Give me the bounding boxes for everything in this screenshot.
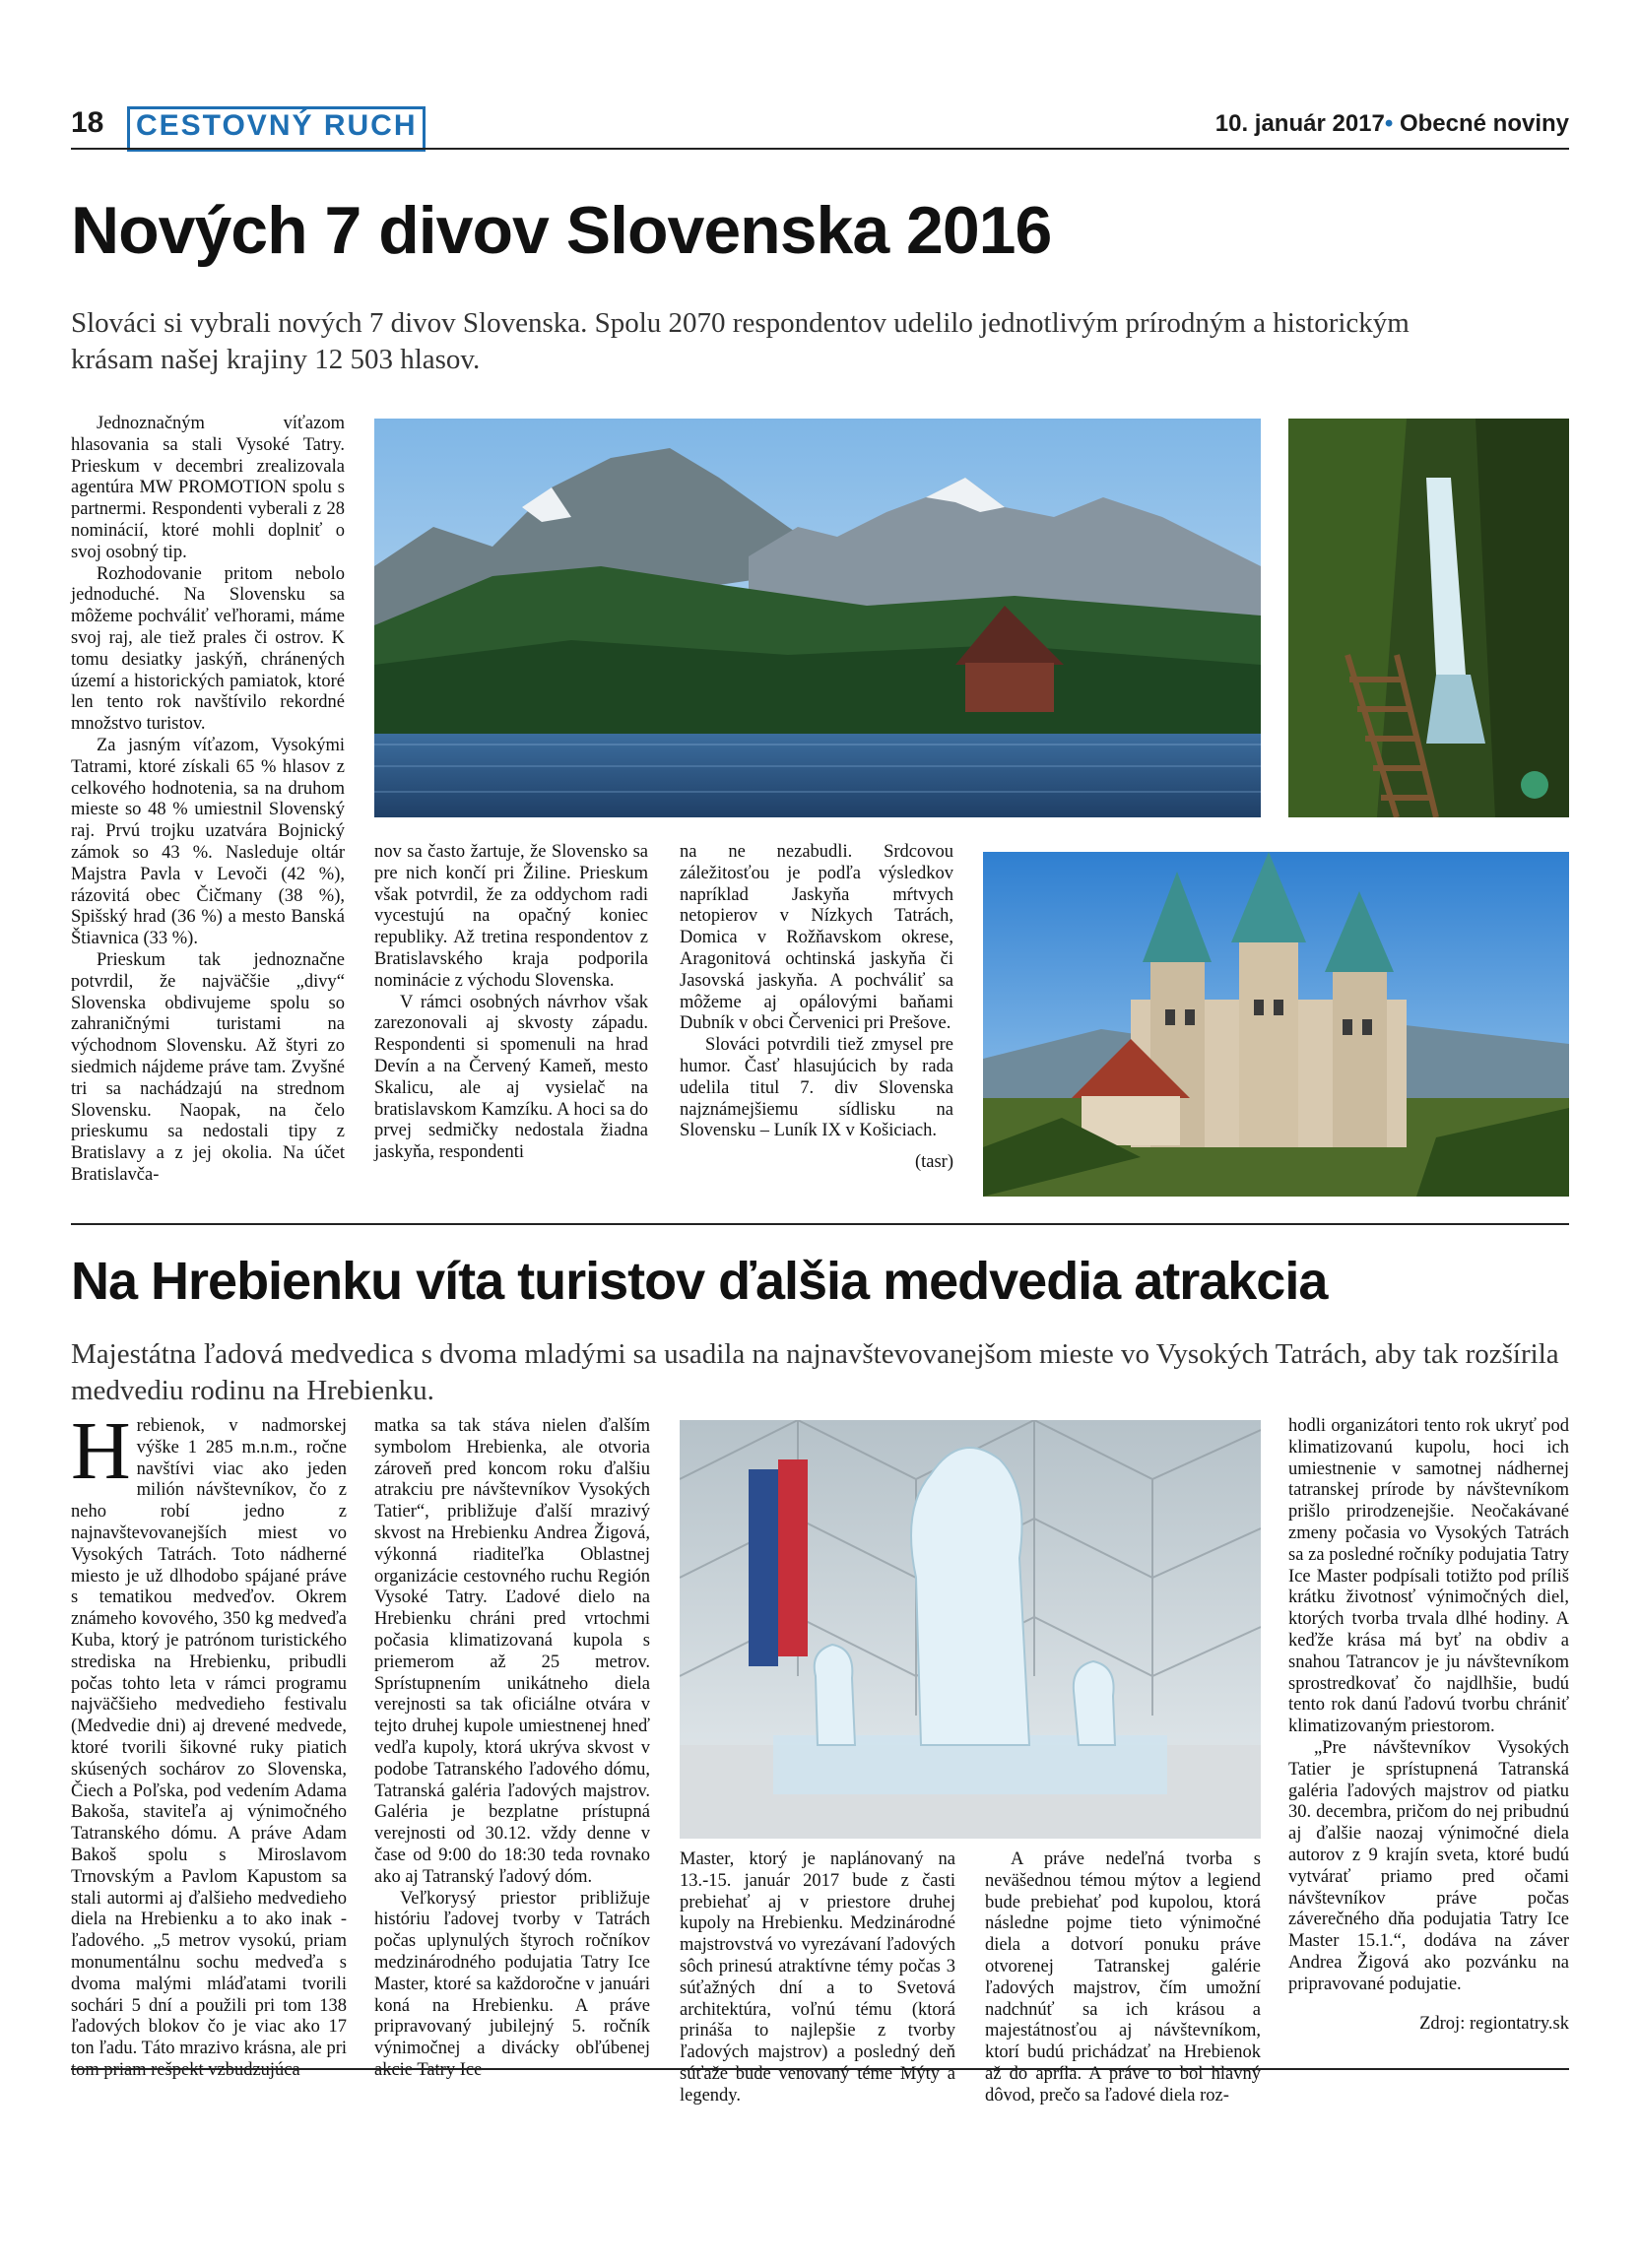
paragraph: matka sa tak stáva nielen ďalším symbolom Hrebienka, ale otvoria zároveň pred koncom roku ďalšiu atrakciu pre návštevníkov Vysokých Tatier“, približuje ďalší mrazivý skvost na Hrebienku Andrea Žigová, výkonná riaditeľka Oblastnej organizácie cestovného ruchu Región Vysoké Tatry. Ľadové dielo na Hrebienku chráni pred vrtochmi počasia klimatizovaná kupola s priemerom až 25 metrov. Sprístupnením unikátneho diela verejnosti sa tak oficiálne otvára v tejto druhej kupole umiestnenej hneď vedľa kupoly, ktorá ukrýva skvost v podobe Tatranského ľadového dómu, Tatranská galéria ľadových majstrov. Galéria je bezplatne prístupná verejnosti od 30.12. vždy denne v čase od 9:00 do 18:30 teda rovnako ako aj Tatranský ľadový dóm. (374, 1416, 650, 1887)
paragraph: Master, ktorý je naplánovaný na 13.-15. január 2017 bude z časti prebiehať aj v priestore druhej kupoly na Hrebienku. Medzinárodné majstrovstvá vo vyrezávaní ľadových sôch prinesú atraktívne témy počas 3 súťažných dní a to Svetová architektúra, voľnú tému (ktorá prináša to najlepšie z tvorby ľadových majstrov) a posledný deň súťaže bude venovaný téme Mýty a legendy. (680, 1849, 955, 2106)
paragraph: V rámci osobných návrhov však zarezonovali aj skvosty západu. Respondenti si spomenuli na hrad Devín a na Červený Kameň, mesto Skalicu, ale aj vysielač na bratislavskom Kamzíku. A hoci sa do prvej sedmičky nedostala žiadna jaskyňa, respondenti (374, 992, 648, 1163)
header-rule (71, 148, 1569, 150)
article1-lead: Slováci si vybrali nových 7 divov Slovenska. Spolu 2070 respondentov udelilo jednotlivým prírodným a historickým krásam našej krajiny 12 503 hlasov. (71, 307, 1410, 375)
paragraph: Rozhodovanie pritom nebolo jednoduché. Na Slovensku sa môžeme pochváliť veľhorami, máme svoj raj, ale tiež prales či ostrov. K tomu desiatky jaskýň, chránených území a historických pamiatok, ktoré len tento rok navštívilo rekordné množstvo turistov. (71, 563, 345, 735)
article1-credit: (tasr) (914, 1152, 953, 1173)
issue-date: 10. január 2017 (1214, 110, 1385, 137)
photo-tatra-lake (374, 419, 1261, 817)
article1-column-2 (374, 842, 648, 1164)
footer-rule (71, 2068, 1569, 2070)
publication-name: Obecné noviny (1399, 110, 1569, 137)
article1-column-1 (71, 414, 345, 1187)
paragraph: Slováci potvrdili tiež zmysel pre humor. Časť hlasujúcich by rada udelila titul 7. div Slovenska najznámejšiemu sídlisku na Slovensku – Luník IX v Košiciach. (680, 1035, 953, 1141)
photo-ice-bear-sculpture (680, 1420, 1261, 1839)
article1-headline: Nových 7 divov Slovenska 2016 (71, 193, 1052, 268)
article2-column-1 (71, 1405, 347, 2082)
article2-lead: Majestátna ľadová medvedica s dvoma mladými sa usadila na najnavštevovanejšom mieste vo Vysokých Tatrách, aby tak rozšírila medvediu rodinu na Hrebienku. (71, 1338, 1559, 1406)
page-number: 18 (71, 106, 104, 139)
paragraph: na ne nezabudli. Srdcovou záležitosťou je podľa výsledkov napríklad Jaskyňa mŕtvych netopierov v Nízkych Tatrách, Domica v Rožňavskom okrese, Aragonitová ochtinská jaskyňa či Jasovská jaskyňa. A pochváliť sa môžeme aj opálovými baňami Dubník v obci Červenici pri Prešove. (680, 842, 953, 1034)
drop-cap: H (71, 1405, 131, 1497)
photo-bojnice-castle (983, 852, 1569, 1197)
paragraph: hodli organizátori tento rok ukryť pod klimatizovanú kupolu, hoci ich umiestnenie v samotnej nádhernej tatranskej prírode by návštevníkom prišlo prirodzenejšie. Neočakávané zmeny počasia vo Vysokých Tatrách sa za posledné ročníky podujatia Tatry Ice Master podpísali totižto pod príliš krátku životnosť výnimočných diel, ktorých tvorba trvala dlhé hodiny. A keďže krása má byť na obdiv a snahou Tatrancov je ju návštevníkom sprostredkovať čo najdlhšie, budú tento rok danú ľadovú tvorbu chrániť klimatizovaným priestorom. (1288, 1416, 1569, 1737)
article2-source: Zdroj: regiontatry.sk (1419, 2013, 1569, 2034)
photo-waterfall-ladders (1288, 419, 1569, 817)
article2-headline: Na Hrebienku víta turistov ďalšia medvedia atrakcia (71, 1252, 1328, 1311)
paragraph (71, 1405, 347, 2082)
dateline (1215, 110, 1569, 138)
paragraph: Jednoznačným víťazom hlasovania sa stali Vysoké Tatry. Prieskum v decembri zrealizovala agentúra MW PROMOTION spolu s partnermi. Respondenti vyberali z 28 nominácií, ktoré mohli doplniť o svoj osobný tip. (71, 414, 345, 562)
article2-column-5 (1288, 1416, 1569, 2035)
section-label: CESTOVNÝ RUCH (127, 106, 426, 152)
article-divider (71, 1223, 1569, 1225)
paragraph-text: rebienok, v nadmorskej výške 1 285 m.n.m., ročne navštívi viac ako jeden milión návštevníkov, čo z neho robí jedno z najnavštevovanejších miest vo Vysokých Tatrách. Toto nádherné miesto je už dlhodobo spájané práve s tematikou medveďov. Okrem známeho kovového, 350 kg medveďa Kuba, ktorý je patrónom turistického strediska na Hrebienku, pribudli počas tohto leta v rámci programu najväčšieho medvedieho festivalu (Medvedie dni) aj drevené medvede, ktoré tvorili šikovné ruky piatich skúsených sochárov zo Slovenska, Čiech a Poľska, pod vedením Adama Bakoša, staviteľa aj výnimočného Tatranského dómu. A práve Adam Bakoš spolu s Miroslavom Trnovským a Pavlom Kapustom sa stali autormi aj ďalšieho medvedieho diela na Hrebienku a to ako inak - ľadového. „5 metrov vysokú, priam monumentálnu sochu medveďa s dvoma malými mláďatami tvorili sochári 5 dní a použili pri tom 138 ľadových blokov čo je viac ako 17 ton ľadu. Táto mrazivo krásna, ale pri tom priam rešpekt vzbudzujúca (71, 1416, 347, 2080)
paragraph: Prieskum tak jednoznačne potvrdil, že najväčšie „divy“ Slovenska obdivujeme spolu so zahraničnými turistami na východnom Slovensku. Až štyri zo siedmich nájdeme práve tam. Zvyšné tri sa nachádzajú na strednom Slovensku. Naopak, na čelo prieskumu sa nedostali tipy z Bratislavy a z jej okolia. Na účet Bratislavča- (71, 949, 345, 1185)
separator-dot: • (1384, 110, 1400, 137)
paragraph: nov sa často žartuje, že Slovensko sa pre nich končí pri Žiline. Prieskum však potvrdil, že za oddychom radi vycestujú na opačný koniec republiky. Až tretina respondentov z Bratislavského kraja podporila nominácie z východu Slovenska. (374, 842, 648, 991)
article2-column-2 (374, 1416, 650, 2082)
article1-column-3 (680, 842, 953, 1174)
paragraph: A práve nedeľná tvorba s neväšednou témou mýtov a legiend bude prebiehať pod kupolou, ktorá následne pojme tieto výnimočné diela a dotvorí ponuku práve otvorenej Tatranskej galérie ľadových majstrov, čím umožní nadchnúť sa ich krásou a majestátnosťou aj návštevníkom, ktorí budú prichádzať na Hrebienok až do apríla. A práve to bol hlavný dôvod, prečo sa ľadové diela roz- (985, 1849, 1261, 2106)
paragraph: „Pre návštevníkov Vysokých Tatier je sprístupnená Tatranská galéria ľadových majstrov od piatku 30. decembra, pričom do nej pribudnú aj ďalšie naozaj výnimočné diela autorov z 9 krajín sveta, ktoré budú vytvárať priamo pred očami návštevníkov práve počas záverečného dňa podujatia Tatry Ice Master 15.1.“, dodáva na záver Andrea Žigová ako pozvánku na pripravované podujatie. (1288, 1737, 1569, 1994)
paragraph: Za jasným víťazom, Vysokými Tatrami, ktoré získali 65 % hlasov z celkového hodnotenia, sa na druhom mieste so 48 % umiestnil Slovenský raj. Prvú trojku uzatvára Bojnický zámok so 43 %. Nasleduje oltár Majstra Pavla v Levoči (42 %), rázovitá obec Čičmany (38 %), Spišský hrad (36 %) a mesto Banská Štiavnica (33 %). (71, 735, 345, 949)
paragraph: Veľkorysý priestor približuje históriu ľadovej tvorby v Tatrách počas uplynulých štyroch ročníkov medzinárodného podujatia Tatry Ice Master, ktoré sa každoročne v januári koná na Hrebienku. A práve pripravovaný jubilejný 5. ročník výnimočnej a divácky obľúbenej akcie Tatry Ice (374, 1888, 650, 2080)
